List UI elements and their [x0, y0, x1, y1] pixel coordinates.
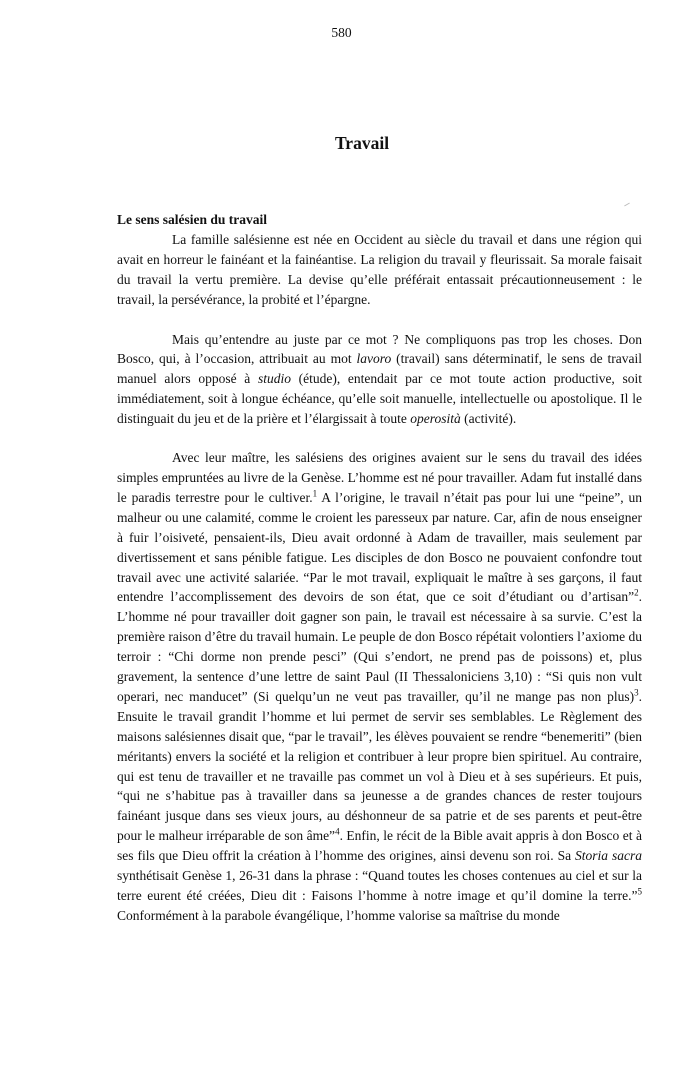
text-run: . Ensuite le travail grandit l’homme et lui permet de servir ses semblables. Le Règlement des maisons salésiennes disait que, “par le travail”, les élèves pouvaient se rendre “benemeriti” (bien méritants) envers la société et la religion et contribuer à leur propre bien spirituel. Au contraire, qui est tenu de travailler et ne travaille pas commet un vol à Dieu et à ses supérieurs. Et puis, “qui ne s’habitue pas à travailler dans sa jeunesse a de grandes chances de rester toujours fainéant jusque dans ses vieux jours, au déshonneur de sa patrie et de ses parents et peut-être pour le malheur irréparable de son âme”: [117, 688, 642, 844]
section-heading: Le sens salésien du travail: [117, 212, 268, 227]
paragraph-3: [117, 448, 642, 926]
page-number: 580: [331, 25, 352, 40]
chapter-title: Travail: [334, 133, 390, 153]
paragraph-1: La famille salésienne est née en Occident au siècle du travail et dans une région qui avait en horreur le fainéant et la fainéantise. La religion du travail y fleurissait. Sa morale faisait du travail la vertu première. La devise qu’elle préférait entassait précautionneusement : le travail, la persévérance, la probité et l’épargne.: [117, 231, 642, 307]
footnote-ref[interactable]: 3: [634, 687, 639, 698]
text-run: . L’homme né pour travailler doit gagner son pain, le travail est nécessaire à sa survie. C’est la première raison d’être du travail humain. Le peuple de don Bosco répétait volontiers l’axiome du terroir : “Chi dorme non prende pesci” (Qui s’endort, ne prend pas de poissons) et, plus gravement, la sentence d’une lettre de saint Paul (II Thessaloniciens 3,10) : “Si quis non vult operari, nec manducet” (Si quelqu’un ne veut pas travailler, qu’il ne mange pas non plus): [117, 589, 642, 704]
text-run: . Enfin, le récit de la Bible avait appris à don Bosco et à ses fils que Dieu offrit la création à l’homme des origines, ainsi devenu son roi. Sa: [117, 828, 643, 864]
text-run: Avec leur maître, les salésiens des origines avaient sur le sens du travail des idées simples empruntées au livre de la Genèse. L’homme est né pour travailler. Adam fut installé dans le paradis terrestre pour le cultiver.: [117, 450, 642, 505]
footnote-ref[interactable]: 5: [637, 886, 642, 897]
italic-term: studio: [257, 371, 291, 387]
italic-term: lavoro: [356, 351, 392, 367]
footnote-ref[interactable]: 1: [312, 488, 318, 499]
italic-term: Storia sacra: [575, 848, 642, 864]
italic-term: operosità: [410, 411, 461, 427]
text-run: Mais qu’entendre au juste par ce mot ? Ne compliquons pas trop les choses. Don Bosco, qui, à l’occasion, attribuait au mot: [117, 331, 642, 367]
text-run: (activité).: [460, 411, 517, 427]
paragraph-2: [117, 330, 642, 430]
footnote-ref[interactable]: 4: [335, 826, 340, 837]
text-run: Conformément à la parabole évangélique, l’homme valorise sa maîtrise du monde: [117, 907, 560, 923]
footnote-ref[interactable]: 2: [634, 587, 639, 598]
scan-mark: [624, 203, 630, 207]
text-run: synthétisait Genèse 1, 26-31 dans la phrase : “Quand toutes les choses contenues au ciel et sur la terre eurent été créées, Dieu dit : Faisons l’homme à notre image et qu’il domine la terre.”: [117, 868, 642, 903]
text-run: (travail) sans déterminatif, le sens de travail manuel alors opposé à: [117, 351, 642, 387]
text-run: A l’origine, le travail n’était pas pour lui une “peine”, un malheur ou une calamité, comme le croient les paresseux par nature. Car, afin de nous enseigner à fuir l’oisiveté, pensaient-ils, Dieu avait ordonné à Adam de travailler, mais seulement par divertissement et sans pénible fatigue. Les disciples de don Bosco ne pouvaient confondre tout travail avec une activité salariée. “Par le mot travail, expliquait le maître à ses garçons, il faut entendre l’accomplissement des devoirs de son état, que ce soit d’étudiant ou d’artisan”: [117, 489, 642, 605]
body-text: [117, 210, 642, 926]
text-run: (étude), entendait par ce mot toute action productive, soit immédiatement, soit à longue échéance, qu’elle soit manuelle, intellectuelle ou apostolique. Il le distinguait du jeu et de la prière et l’élargissait à toute: [117, 371, 642, 427]
